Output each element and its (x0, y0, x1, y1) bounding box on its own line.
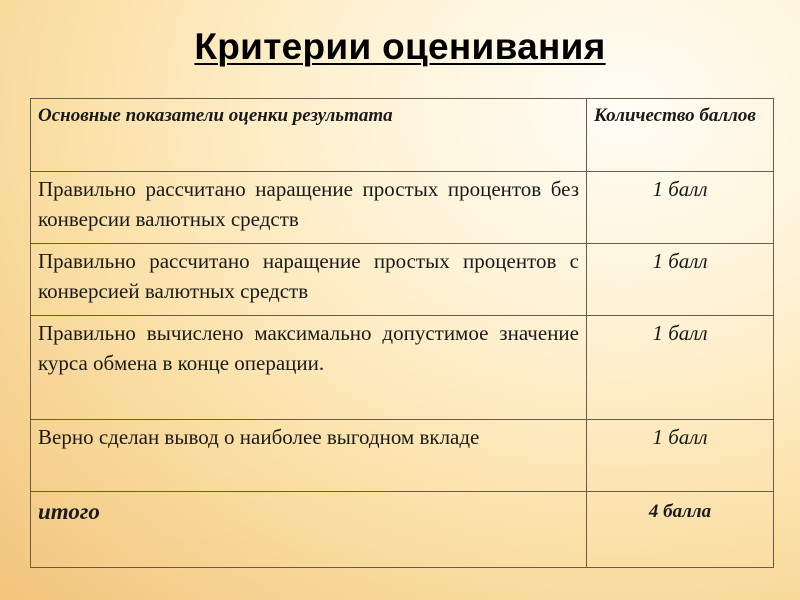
points-cell: 1 балл (587, 420, 774, 492)
total-row (31, 492, 774, 568)
header-criteria: Основные показатели оценки результата (31, 99, 587, 172)
slide-title-text: Критерии оценивания (194, 26, 606, 67)
criterion-cell: Верно сделан вывод о наиболее выгодном вкладе (31, 420, 587, 492)
criterion-cell: Правильно рассчитано наращение простых процентов без конверсии валютных средств (31, 172, 587, 244)
points-cell: 1 балл (587, 244, 774, 316)
points-cell: 1 балл (587, 172, 774, 244)
criteria-table (30, 98, 774, 568)
total-points: 4 балла (587, 492, 774, 568)
criterion-cell: Правильно рассчитано наращение простых процентов с конверсией валютных средств (31, 244, 587, 316)
points-cell: 1 балл (587, 316, 774, 420)
table-row (31, 316, 774, 420)
table-row (31, 172, 774, 244)
criterion-cell: Правильно вычислено максимально допустимое значение курса обмена в конце операции. (31, 316, 587, 420)
header-points: Количество баллов (587, 99, 774, 172)
table-row (31, 244, 774, 316)
slide-title (0, 26, 800, 68)
total-label: итого (31, 492, 587, 568)
table-row (31, 420, 774, 492)
table-header-row (31, 99, 774, 172)
